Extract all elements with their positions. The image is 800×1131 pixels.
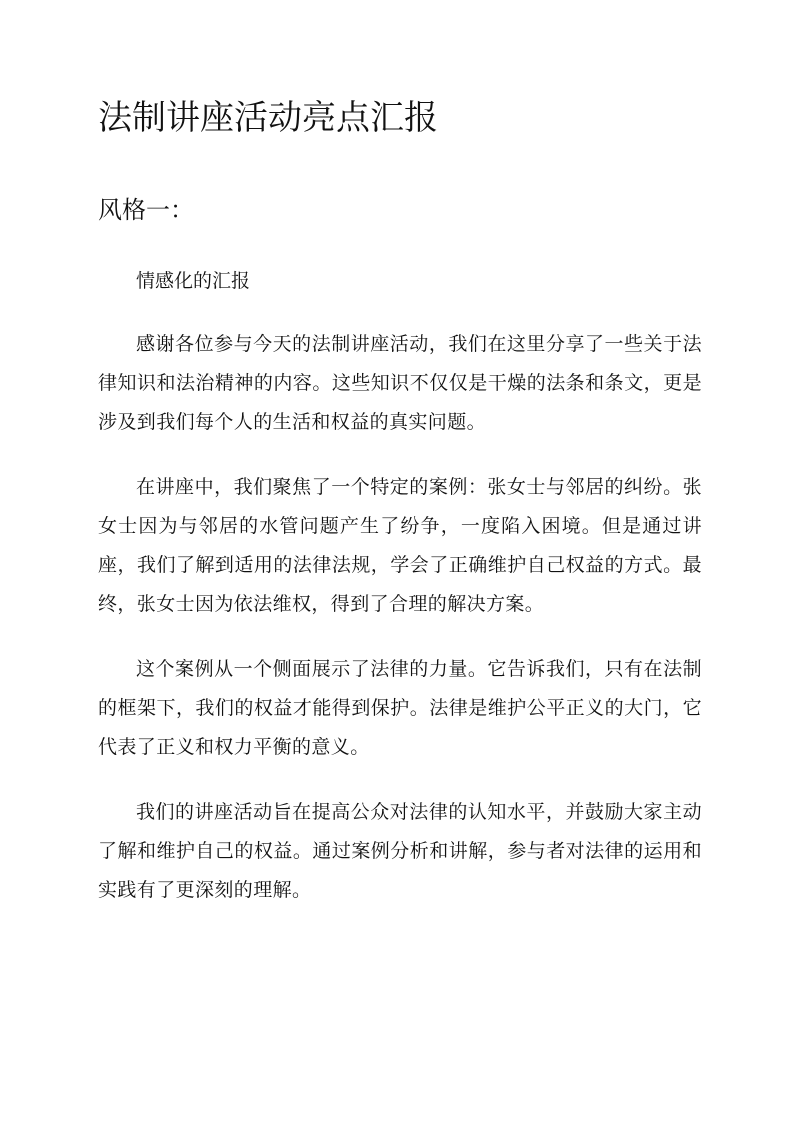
section-heading: 风格一： (98, 196, 194, 224)
document-title: 法制讲座活动亮点汇报 (98, 98, 438, 138)
paragraph-4: 我们的讲座活动旨在提高公众对法律的认知水平，并鼓励大家主动了解和维护自己的权益。通过案例分析和讲解，参与者对法律的运用和实践有了更深刻的理解。 (98, 801, 702, 901)
paragraph-1: 感谢各位参与今天的法制讲座活动，我们在这里分享了一些关于法律知识和法治精神的内容。这些知识不仅仅是干燥的法条和条文，更是涉及到我们每个人的生活和权益的真实问题。 (98, 333, 702, 433)
paragraph-3: 这个案例从一个侧面展示了法律的力量。它告诉我们，只有在法制的框架下，我们的权益才能得到保护。法律是维护公平正义的大门，它代表了正义和权力平衡的意义。 (98, 658, 702, 758)
document-body (98, 262, 702, 936)
report-subtitle: 情感化的汇报 (136, 270, 251, 292)
paragraph-2: 在讲座中，我们聚焦了一个特定的案例：张女士与邻居的纠纷。张女士因为与邻居的水管问题产生了纷争，一度陷入困境。但是通过讲座，我们了解到适用的法律法规，学会了正确维护自己权益的方式。最终，张女士因为依法维权，得到了合理的解决方案。 (98, 476, 702, 615)
